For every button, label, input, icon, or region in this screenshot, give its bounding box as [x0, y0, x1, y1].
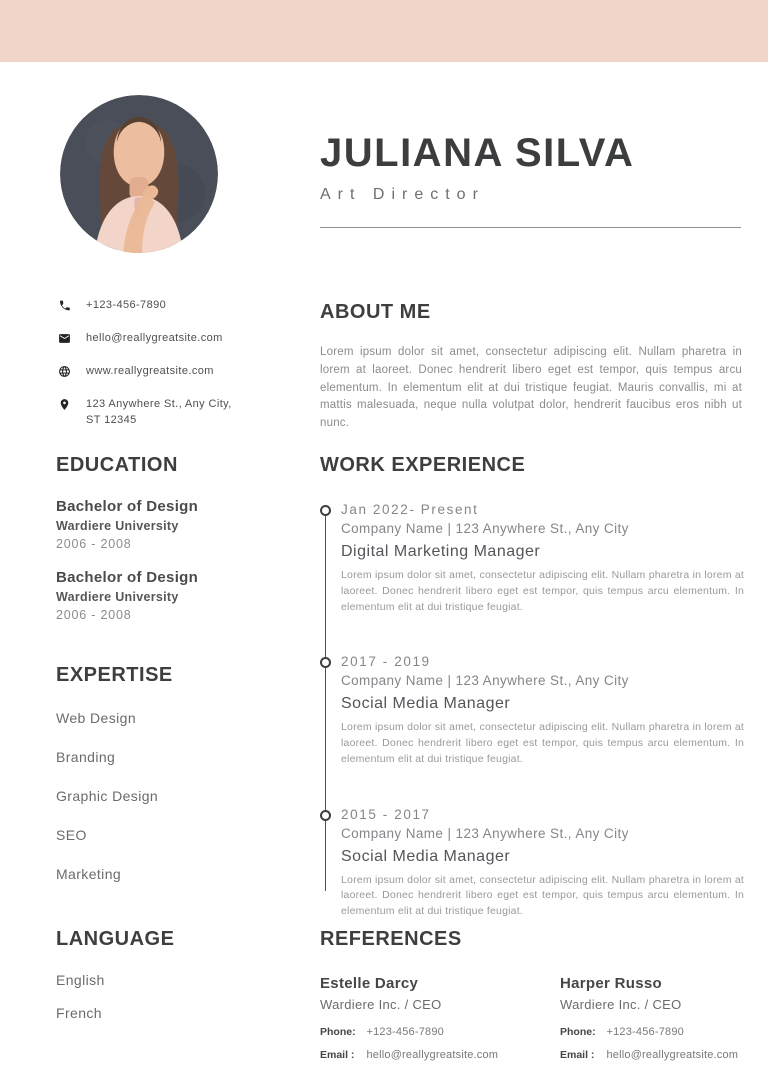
- reference-phone: +123-456-7890: [606, 1026, 684, 1038]
- person-name: JULIANA SILVA: [320, 131, 635, 175]
- education-years: 2006 - 2008: [56, 608, 132, 622]
- contact-email-row: [58, 331, 258, 347]
- header: [320, 133, 741, 228]
- header-divider: [320, 227, 741, 228]
- references-heading: REFERENCES: [320, 928, 462, 950]
- contact-phone: +123-456-7890: [86, 299, 167, 311]
- reference-email-row: [560, 1046, 760, 1062]
- expertise-item: SEO: [56, 827, 87, 843]
- reference-phone-row: [320, 1023, 560, 1039]
- work-description: Lorem ipsum dolor sit amet, consectetur adipiscing elit. Nullam pharetra in lorem at laoreet. Donec hendrerit libero eget est tempor, quis tempus arcu elementum. In elementum elit at dui tristique feugiat.: [341, 569, 744, 613]
- email-icon: [58, 332, 71, 345]
- education-entry: [56, 498, 298, 551]
- reference-position: Wardiere Inc. / CEO: [320, 997, 442, 1012]
- work-entry: [320, 654, 744, 767]
- reference-phone-row: [560, 1023, 760, 1039]
- reference-phone: +123-456-7890: [366, 1026, 444, 1038]
- work-role: Social Media Manager: [341, 847, 511, 865]
- contact-section: [58, 298, 258, 446]
- reference-email-label: Email :: [320, 1049, 355, 1061]
- work-entry: [320, 502, 744, 615]
- accent-bar: [0, 0, 768, 62]
- about-section: [320, 302, 742, 445]
- contact-phone-row: [58, 298, 258, 314]
- work-role: Digital Marketing Manager: [341, 543, 541, 560]
- work-entry: [320, 807, 744, 920]
- education-years: 2006 - 2008: [56, 537, 132, 551]
- expertise-heading: EXPERTISE: [56, 664, 173, 686]
- about-body: Lorem ipsum dolor sit amet, consectetur adipiscing elit. Nullam pharetra in lorem at laoreet. Donec hendrerit libero eget est tempor, quis tempus arcu elementum. In elementum elit at dui tristique feugiat. Mauris convallis, mi at mattis malesuada, neque nulla volutpat dolor, hendrerit faucibus eros nibh ut nunc.: [320, 346, 742, 430]
- profile-photo: [60, 95, 218, 253]
- education-section: [56, 455, 298, 622]
- about-heading: ABOUT ME: [320, 301, 431, 323]
- work-role: Social Media Manager: [341, 695, 511, 713]
- timeline-dot-icon: [320, 505, 331, 516]
- work-company: Company Name | 123 Anywhere St., Any City: [341, 521, 629, 536]
- reference-name: Estelle Darcy: [320, 975, 419, 992]
- reference-card: [560, 975, 760, 1062]
- contact-website-row: [58, 364, 258, 380]
- education-degree: Bachelor of Design: [56, 569, 199, 586]
- reference-phone-label: Phone:: [560, 1026, 596, 1038]
- work-date: Jan 2022- Present: [341, 502, 479, 517]
- contact-address-row: [58, 397, 258, 429]
- reference-email-row: [320, 1046, 560, 1062]
- phone-icon: [58, 299, 71, 312]
- language-section: [56, 929, 298, 1020]
- contact-website: www.reallygreatsite.com: [86, 364, 214, 377]
- expertise-item: Branding: [56, 749, 116, 765]
- expertise-section: [56, 665, 298, 881]
- reference-email: hello@reallygreatsite.com: [366, 1049, 499, 1061]
- language-item: French: [56, 1005, 102, 1021]
- work-experience-section: [320, 455, 744, 959]
- references-section: [320, 929, 760, 1062]
- reference-email-label: Email :: [560, 1049, 595, 1061]
- expertise-item: Web Design: [56, 710, 137, 726]
- education-degree: Bachelor of Design: [56, 498, 199, 515]
- education-school: Wardiere University: [56, 519, 179, 533]
- education-entry: [56, 569, 298, 622]
- expertise-item: Marketing: [56, 866, 122, 882]
- language-item: English: [56, 972, 105, 988]
- contact-email: hello@reallygreatsite.com: [86, 331, 223, 344]
- reference-position: Wardiere Inc. / CEO: [560, 997, 682, 1012]
- expertise-item: Graphic Design: [56, 788, 159, 804]
- location-icon: [58, 398, 71, 411]
- reference-name: Harper Russo: [560, 975, 662, 992]
- reference-email: hello@reallygreatsite.com: [606, 1049, 739, 1061]
- reference-phone-label: Phone:: [320, 1026, 356, 1038]
- reference-cards: [320, 975, 760, 1062]
- contact-address: 123 Anywhere St., Any City, ST 12345: [86, 397, 232, 426]
- work-company: Company Name | 123 Anywhere St., Any City: [341, 825, 629, 841]
- timeline-dot-icon: [320, 810, 331, 821]
- work-timeline: [320, 502, 744, 920]
- reference-card: [320, 975, 560, 1062]
- education-heading: EDUCATION: [56, 454, 178, 476]
- globe-icon: [58, 365, 71, 378]
- work-company: Company Name | 123 Anywhere St., Any City: [341, 673, 629, 689]
- work-date: 2017 - 2019: [341, 654, 431, 670]
- work-description: Lorem ipsum dolor sit amet, consectetur adipiscing elit. Nullam pharetra in lorem at laoreet. Donec hendrerit libero eget est tempor, quis tempus arcu elementum. In elementum elit at dui tristique feugiat.: [341, 721, 744, 765]
- language-heading: LANGUAGE: [56, 928, 175, 950]
- profile-photo-illustration: [60, 95, 218, 253]
- timeline-dot-icon: [320, 657, 331, 668]
- work-description: Lorem ipsum dolor sit amet, consectetur adipiscing elit. Nullam pharetra in lorem at laoreet. Donec hendrerit libero eget est tempor, quis tempus arcu elementum. In elementum elit at dui tristique feugiat.: [341, 873, 744, 917]
- work-date: 2015 - 2017: [341, 806, 431, 822]
- work-experience-heading: WORK EXPERIENCE: [320, 454, 526, 476]
- education-school: Wardiere University: [56, 590, 179, 604]
- person-title: Art Director: [320, 186, 485, 203]
